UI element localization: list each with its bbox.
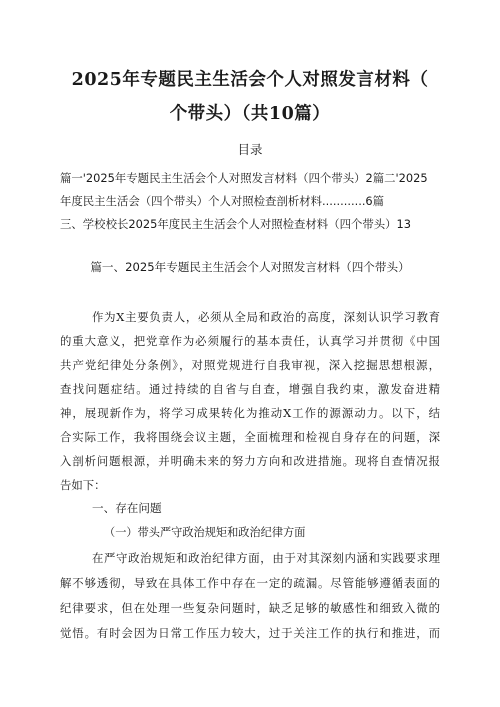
toc-entry[interactable]: 年度民主生活会（四个带头）个人对照检查剖析材料............6篇 [60, 194, 385, 208]
paragraph-line: 神，展现新作为，将学习成果转化为推动X工作的源源动力。以下，结 [60, 406, 440, 420]
document-title-line-1: 2025年专题民主生活会个人对照发言材料（ [71, 70, 429, 90]
toc-entry[interactable]: 篇一'2025年专题民主生活会个人对照发言材料（四个带头）2篇二'2025 [60, 171, 428, 185]
heading-level-2: （一）带头严守政治规矩和政治纪律方面 [104, 526, 306, 539]
paragraph-line: 告如下： [60, 478, 106, 492]
paragraph-line: 解不够透彻，导致在具体工作中存在一定的疏漏。尽管能够遵循表面的 [60, 576, 440, 590]
document-title-line-2: 个带头）（共10篇） [169, 104, 331, 124]
paragraph-line: 查找问题症结。通过持续的自省与自查，增强自我约束，激发奋进精 [60, 382, 440, 396]
heading-level-1: 一、存在问题 [92, 501, 162, 515]
section-title: 篇一、2025年专题民主生活会个人对照发言材料（四个带头） [90, 260, 410, 274]
toc-entry[interactable]: 三、学校校长2025年度民主生活会个人对照检查材料（四个带头）13 [60, 217, 412, 231]
paragraph-line: 在严守政治规矩和政治纪律方面，由于对其深刻内涵和实践要求理 [92, 551, 440, 565]
paragraph-line: 入剖析问题根源，并明确未来的努力方向和改进措施。现将自查情况报 [60, 454, 440, 468]
paragraph-line: 纪律要求，但在处理一些复杂问题时，缺乏足够的敏感性和细致入微的 [60, 601, 440, 615]
paragraph-line: 的重大意义，把党章作为必须履行的基本责任，认真学习并贯彻《中国 [60, 334, 440, 348]
paragraph-line: 共产党纪律处分条例》，对照党规进行自我审视，深入挖掘思想根源， [60, 358, 440, 372]
paragraph-line: 合实际工作，我将围绕会议主题，全面梳理和检视自身存在的问题，深 [60, 430, 440, 444]
paragraph-line: 作为X主要负责人，必须从全局和政治的高度，深刻认识学习教育 [92, 310, 440, 324]
paragraph-line: 觉悟。有时会因为日常工作压力较大，过于关注工作的执行和推进，而 [60, 626, 440, 640]
toc-heading: 目录 [237, 142, 263, 157]
